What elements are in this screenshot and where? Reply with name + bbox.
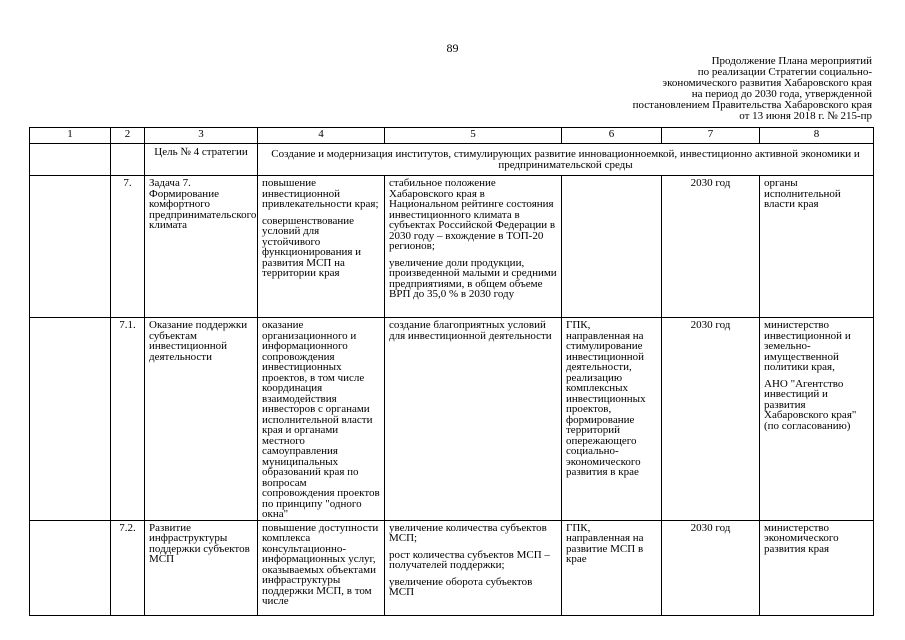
empty-cell bbox=[30, 520, 111, 615]
empty-cell bbox=[111, 144, 145, 176]
table-row bbox=[30, 318, 874, 521]
deadline-cell: 2030 год bbox=[662, 318, 760, 521]
goal-text: Создание и модернизация институтов, стимулирующих развитие инновационноемкой, инвестиционно активной экономики и предпринимательской среды bbox=[258, 144, 874, 176]
column-number: 5 bbox=[385, 128, 562, 144]
column-number: 6 bbox=[562, 128, 662, 144]
document-header bbox=[560, 56, 872, 122]
task-name: Развитие инфраструктуры поддержки субъектов МСП bbox=[145, 520, 258, 615]
task-name: Задача 7. Формирование комфортного предпринимательского климата bbox=[145, 176, 258, 318]
page-number: 89 bbox=[446, 41, 459, 55]
column-number: 2 bbox=[111, 128, 145, 144]
deadline-cell: 2030 год bbox=[662, 520, 760, 615]
results-cell bbox=[385, 318, 562, 521]
responsible-text: министерство экономического развития края bbox=[764, 521, 839, 555]
responsible-cell bbox=[760, 176, 874, 318]
table-row bbox=[30, 176, 874, 318]
measures-cell bbox=[258, 176, 385, 318]
measures-cell bbox=[258, 318, 385, 521]
row-number: 7.2. bbox=[111, 520, 145, 615]
goal-row bbox=[30, 144, 874, 176]
results-cell bbox=[385, 520, 562, 615]
column-number-row bbox=[30, 128, 874, 144]
responsible-text: органы исполнительной власти края bbox=[764, 177, 841, 210]
column-number: 1 bbox=[30, 128, 111, 144]
table-row bbox=[30, 520, 874, 615]
results-cell bbox=[385, 176, 562, 318]
measure-text: совершенствование условий для устойчивого функционирования и развития МСП на территории края bbox=[262, 214, 362, 279]
goal-label: Цель № 4 стратегии bbox=[145, 144, 258, 176]
measure-text: оказание организационного и информационного сопровождения инвестиционных проектов, в том числе координация взаимодействия инвесторов с органами исполнительной власти края и органами местного самоуправления муниципальных образований края по вопросам сопровождения проектов по принципу "одного окна" bbox=[262, 319, 380, 520]
header-line: от 13 июня 2018 г. № 215-пр bbox=[739, 110, 872, 122]
program-cell: ГПК, направленная на развитие МСП в крае bbox=[562, 520, 662, 615]
result-text: увеличение доли продукции, произведенной малыми и средними предприятиями, в общем объеме ВРП до 35,0 % в 2030 году bbox=[389, 256, 557, 300]
empty-cell bbox=[30, 176, 111, 318]
responsible-text: министерство инвестиционной и земельно-имущественной политики края, bbox=[764, 319, 851, 373]
task-name: Оказание поддержки субъектам инвестиционной деятельности bbox=[145, 318, 258, 521]
plan-table bbox=[29, 127, 874, 616]
row-number: 7. bbox=[111, 176, 145, 318]
empty-cell bbox=[30, 144, 111, 176]
row-number: 7.1. bbox=[111, 318, 145, 521]
column-number: 7 bbox=[662, 128, 760, 144]
column-number: 8 bbox=[760, 128, 874, 144]
result-text: рост количества субъектов МСП – получателей поддержки; bbox=[389, 548, 550, 571]
result-text: увеличение количества субъектов МСП; bbox=[389, 521, 547, 544]
deadline-cell: 2030 год bbox=[662, 176, 760, 318]
responsible-cell bbox=[760, 318, 874, 521]
column-number: 3 bbox=[145, 128, 258, 144]
measure-text: повышение доступности комплекса консультационно-информационных услуг, оказываемых объектами инфраструктуры поддержки МСП, в том числе bbox=[262, 521, 379, 607]
header-line: по реализации Стратегии социально- bbox=[697, 66, 872, 78]
responsible-cell bbox=[760, 520, 874, 615]
empty-cell bbox=[30, 318, 111, 521]
program-cell: ГПК, направленная на стимулирование инвестиционной деятельности, реализацию комплексных инвестиционных проектов, формирование территорий опережающего социально-экономического развития в крае bbox=[562, 318, 662, 521]
result-text: увеличение оборота субъектов МСП bbox=[389, 575, 533, 598]
result-text: стабильное положение Хабаровского края в Национальном рейтинге состояния инвестиционного климата в субъектах Российской Федерации в 2030 году – вхождение в ТОП-20 регионов; bbox=[389, 177, 556, 252]
measures-cell bbox=[258, 520, 385, 615]
header-line: постановлением Правительства Хабаровского края bbox=[632, 99, 872, 111]
header-line: на период до 2030 года, утвержденной bbox=[691, 88, 872, 100]
responsible-text: АНО "Агентство инвестиций и развития Хабаровского края" (по согласованию) bbox=[764, 377, 857, 432]
program-cell bbox=[562, 176, 662, 318]
result-text: создание благоприятных условий для инвестиционной деятельности bbox=[389, 319, 552, 342]
header-line: Продолжение Плана мероприятий bbox=[711, 55, 872, 67]
measure-text: повышение инвестиционной привлекательности края; bbox=[262, 177, 379, 210]
header-line: экономического развития Хабаровского края bbox=[662, 77, 872, 89]
column-number: 4 bbox=[258, 128, 385, 144]
